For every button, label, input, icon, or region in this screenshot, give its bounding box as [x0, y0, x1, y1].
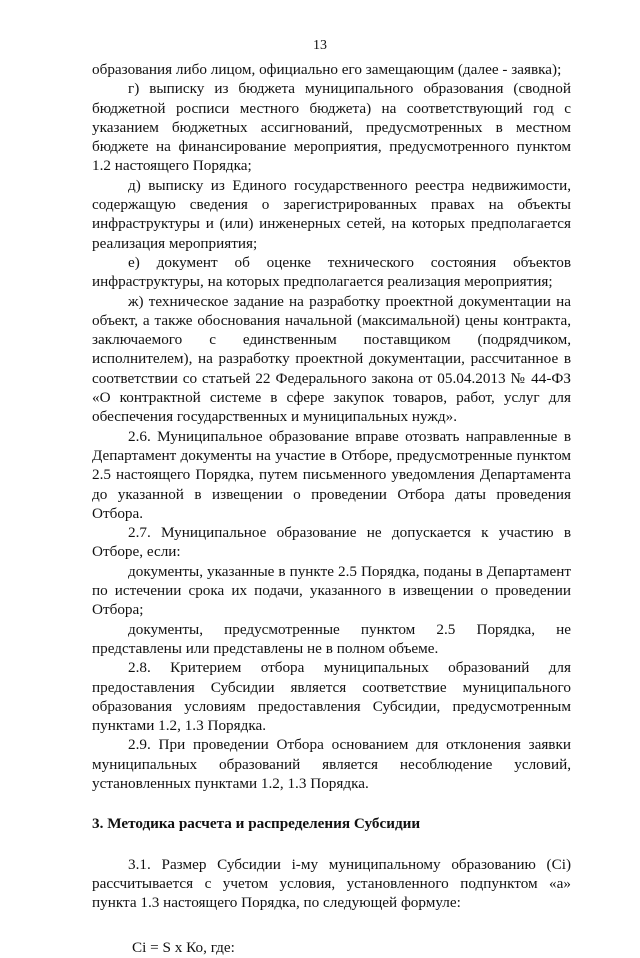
paragraph-2-7-a: документы, указанные в пункте 2.5 Порядка, поданы в Департамент по истечении срока их подачи, указанного в извещении о проведении Отбора; — [92, 562, 571, 619]
paragraph-continuation: образования либо лицом, официально его замещающим (далее - заявка); — [92, 61, 562, 78]
page-number: 13 — [313, 38, 327, 53]
formula: Ci = S x Ко, где: — [132, 939, 235, 957]
section-heading: 3. Методика расчета и распределения Субсидии — [92, 815, 421, 833]
paragraph-3-1: 3.1. Размер Субсидии i-му муниципальному образованию (Ci) рассчитывается с учетом условия, установленного подпунктом «а» пункта 1.3 настоящего Порядка, по следующей формуле: — [92, 855, 571, 912]
paragraph-2-6: 2.6. Муниципальное образование вправе отозвать направленные в Департамент документы на участие в Отборе, предусмотренные пунктом 2.5 настоящего Порядка, путем письменного уведомления Департамента до указанной в извещении о проведении Отбора даты проведения Отбора. — [92, 427, 571, 522]
paragraph-item-d: д) выписку из Единого государственного реестра недвижимости, содержащую сведения о зарегистрированных правах на объекты инфраструктуры и (или) инженерных сетей, на которых предполагается реализация мероприятия; — [92, 176, 571, 252]
document-body — [92, 60, 571, 958]
paragraph-2-7: 2.7. Муниципальное образование не допускается к участию в Отборе, если: — [92, 524, 571, 561]
paragraph-2-8: 2.8. Критерием отбора муниципальных образований для предоставления Субсидии является соответствие муниципального образования условиям предоставления Субсидии, предусмотренным пунктами 1.2, 1.3 Порядка. — [92, 659, 571, 735]
paragraph-2-7-b: документы, предусмотренные пунктом 2.5 Порядка, не представлены или представлены не в полном объеме. — [92, 620, 571, 657]
paragraph-item-g: г) выписку из бюджета муниципального образования (сводной бюджетной росписи местного бюджета) на соответствующий год с указанием бюджетных ассигнований, предусмотренных в местном бюджете на финансирование мероприятия, предусмотренного пунктом 1.2 настоящего Порядка; — [92, 80, 571, 175]
paragraph-item-zh: ж) техническое задание на разработку проектной документации на объект, а также обоснования начальной (максимальной) цены контракта, заключаемого с единственным поставщиком (подрядчиком, исполнителем), на разработку проектной документации, рассчитанное в соответствии со статьей 22 Федерального закона от 05.04.2013 № 44-ФЗ «О контрактной системе в сфере закупок товаров, работ, услуг для обеспечения государственных и муниципальных нужд». — [92, 292, 571, 426]
paragraph-2-9: 2.9. При проведении Отбора основанием для отклонения заявки муниципальных образований является несоблюдение условий, установленных пунктами 1.2, 1.3 Порядка. — [92, 736, 571, 792]
paragraph-item-e: е) документ об оценке технического состояния объектов инфраструктуры, на которых предполагается реализация мероприятия; — [92, 253, 571, 291]
